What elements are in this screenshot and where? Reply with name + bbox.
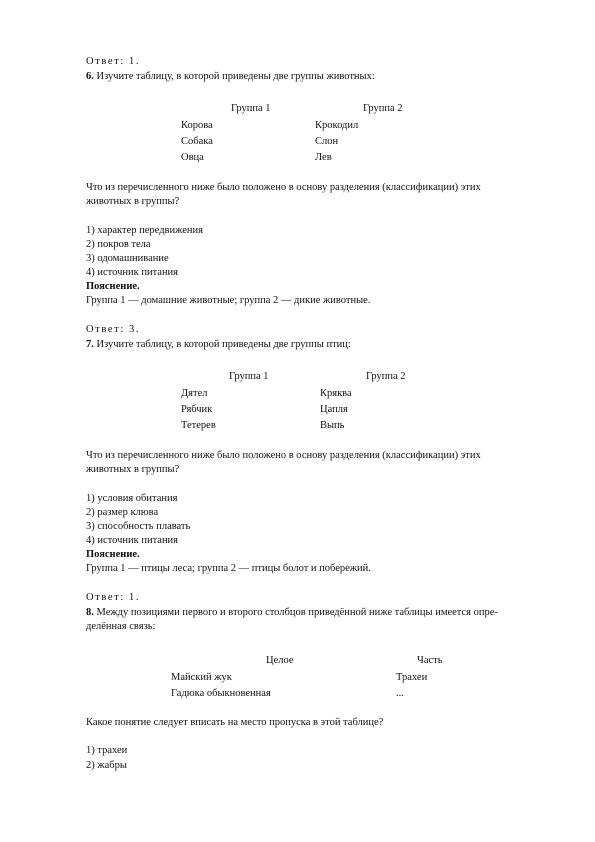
question-text-line: животных в группы? <box>86 196 180 207</box>
table-header-whole: Целое <box>266 655 294 666</box>
table-cell: Гадюка обыкновенная <box>171 688 271 699</box>
table-cell: Лев <box>315 152 332 163</box>
table-cell: Выпь <box>320 420 345 431</box>
answer-option: 3) одомашнивание <box>86 253 169 264</box>
answer-option: 2) покров тела <box>86 239 151 250</box>
explanation-title: Пояснение. <box>86 549 140 560</box>
table-cell: Майский жук <box>171 672 232 683</box>
table-header-group-1: Группа 1 <box>231 103 271 114</box>
answer-option: 3) способность плавать <box>86 521 191 532</box>
table-header-part: Часть <box>417 655 443 666</box>
answer-option: 4) источник питания <box>86 535 179 546</box>
table-cell: Цапля <box>320 404 348 415</box>
question-text-line: Что из перечисленного ниже было положено в основу разделения (классификации) этих <box>86 182 481 193</box>
question-number: 7. <box>86 339 94 350</box>
question-6-prompt <box>86 70 375 84</box>
table-cell: Овца <box>181 152 204 163</box>
table-cell: Рябчик <box>181 404 213 415</box>
question-text-line: Какое понятие следует вписать на место пропуска в этой таблице? <box>86 717 384 728</box>
question-text-line: животных в группы? <box>86 464 180 475</box>
table-header-group-2: Группа 2 <box>363 103 403 114</box>
answer-option: 1) характер передвижения <box>86 225 203 236</box>
answer-option: 1) условия обитания <box>86 493 178 504</box>
question-prompt-text: Изучите таблицу, в которой приведены две группы животных: <box>96 71 375 82</box>
question-number: 8. <box>86 607 94 618</box>
explanation-text: Группа 1 — домашние животные; группа 2 — дикие животные. <box>86 295 371 306</box>
answer-option: 1) трахеи <box>86 745 128 756</box>
table-cell-blank: ... <box>396 688 404 699</box>
table-cell: Кряква <box>320 388 352 399</box>
question-prompt-text: делённая связь: <box>86 621 156 632</box>
answer-line: Ответ: 3. <box>86 324 141 335</box>
table-cell: Трахеи <box>396 672 428 683</box>
question-8-prompt <box>86 606 498 620</box>
question-number: 6. <box>86 71 94 82</box>
answer-option: 2) жабры <box>86 760 127 771</box>
answer-option: 4) источник питания <box>86 267 179 278</box>
question-prompt-text: Изучите таблицу, в которой приведены две группы птиц: <box>96 339 351 350</box>
table-cell: Собака <box>181 136 213 147</box>
answer-option: 2) размер клюва <box>86 507 159 518</box>
question-prompt-text: Между позициями первого и второго столбцов приведённой ниже таблицы имеется опре- <box>96 607 498 618</box>
explanation-title: Пояснение. <box>86 281 140 292</box>
table-header-group-2: Группа 2 <box>366 371 406 382</box>
table-cell: Крокодил <box>315 120 359 131</box>
explanation-text: Группа 1 — птицы леса; группа 2 — птицы болот и побережий. <box>86 563 371 574</box>
question-text-line: Что из перечисленного ниже было положено в основу разделения (классификации) этих <box>86 450 481 461</box>
answer-line: Ответ: 1. <box>86 56 141 67</box>
question-7-prompt <box>86 338 351 352</box>
table-header-group-1: Группа 1 <box>229 371 269 382</box>
answer-line: Ответ: 1. <box>86 592 141 603</box>
table-cell: Дятел <box>181 388 208 399</box>
table-cell: Тетерев <box>181 420 216 431</box>
table-cell: Корова <box>181 120 213 131</box>
table-cell: Слон <box>315 136 339 147</box>
